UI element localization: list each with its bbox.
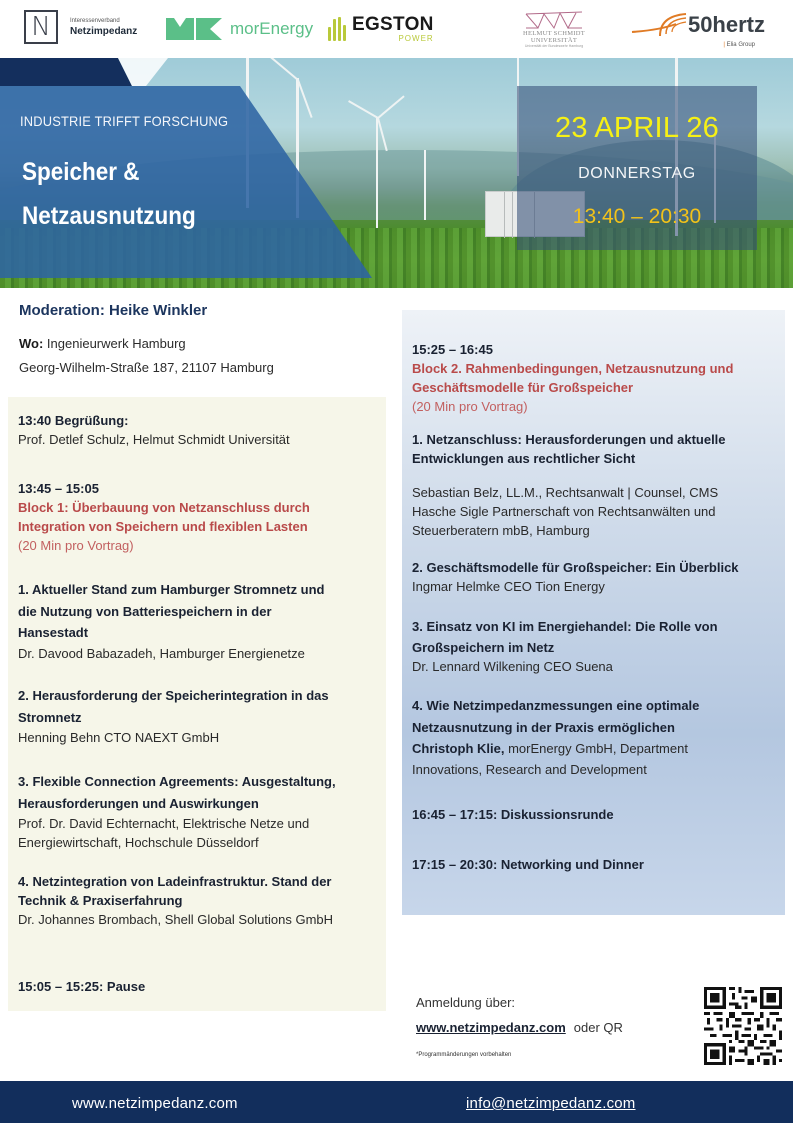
footer: [0, 1081, 793, 1123]
egston-sub: POWER: [398, 34, 434, 43]
egston-bars-icon: [328, 17, 346, 41]
registration-link-row: [416, 1020, 623, 1035]
hero-banner: [0, 58, 793, 288]
50hertz-name: 50hertz: [687, 12, 765, 37]
morenergy-logo: [166, 0, 313, 58]
welcome-item: [18, 411, 378, 449]
talk-title: Hansestadt: [18, 625, 89, 640]
talk-title: 3. Flexible Connection Agreements: Ausgestaltung,: [18, 774, 336, 789]
talk-title: 2. Geschäftsmodelle für Großspeicher: Ein Überblick: [412, 560, 739, 575]
event-date: 23 APRIL 26: [555, 112, 719, 144]
dark-corner-shape: [0, 58, 132, 86]
logo-strip: [0, 0, 793, 58]
block2-header: [412, 340, 782, 416]
egston-name: EGSTON: [352, 14, 434, 35]
talk-speaker-block: [412, 483, 782, 540]
talk-item: [412, 430, 782, 468]
footer-email-link[interactable]: info@netzimpedanz.com: [466, 1095, 636, 1112]
talk-title: Netzausnutzung in der Praxis ermöglichen: [412, 719, 675, 735]
50hertz-sub: Elia Group: [726, 42, 755, 48]
50hertz-swoosh-icon: [630, 10, 688, 40]
wind-turbine-icon: [376, 118, 378, 228]
event-weekday: DONNERSTAG: [578, 165, 696, 182]
block1-title-line1: Block 1: Überbauung von Netzanschluss durch: [18, 500, 310, 515]
talk-speaker: Dr. Davood Babazadeh, Hamburger Energienetze: [18, 645, 305, 661]
hsu-arch-icon: [524, 10, 584, 30]
block2-title-line1: Block 2. Rahmenbedingungen, Netzausnutzung und: [412, 361, 734, 376]
morenergy-wordmark: morEnergy: [230, 19, 314, 38]
networking-item: 17:15 – 20:30: Networking und Dinner: [412, 857, 644, 872]
50hertz-sub-bar: |: [723, 42, 725, 48]
talk-title: 3. Einsatz von KI im Energiehandel: Die Rolle von: [412, 619, 718, 634]
block1-note: (20 Min pro Vortrag): [18, 538, 134, 553]
talk-title: Technik & Praxiserfahrung: [18, 893, 183, 908]
welcome-speaker: Prof. Detlef Schulz, Helmut Schmidt Universität: [18, 432, 290, 447]
registration-or-qr: oder QR: [573, 1020, 623, 1035]
netzimpedanz-logo: [24, 10, 137, 44]
qr-code-icon[interactable]: [704, 985, 782, 1067]
talk-speaker-affiliation: morEnergy GmbH, Department: [504, 741, 688, 756]
hsu-line2: UNIVERSITÄT: [530, 37, 578, 44]
talk-item: [412, 558, 782, 596]
block2-time: 15:25 – 16:45: [412, 342, 493, 357]
footer-website-link[interactable]: www.netzimpedanz.com: [72, 1095, 238, 1112]
block2-note: (20 Min pro Vortrag): [412, 399, 528, 414]
welcome-time: 13:40 Begrüßung:: [18, 413, 129, 428]
hsu-line1: HELMUT SCHMIDT: [522, 29, 586, 37]
talk-item: [412, 616, 782, 676]
talk-title: 1. Netzanschluss: Herausforderungen und aktuelle: [412, 432, 726, 447]
talk-speaker: Innovations, Research and Development: [412, 762, 647, 777]
talk-title: Großspeichern im Netz: [412, 639, 555, 655]
talk-title: die Nutzung von Batteriespeichern in der: [18, 603, 272, 619]
talk-title: 1. Aktueller Stand zum Hamburger Stromnetz und: [18, 582, 325, 597]
netzimpedanz-logo-line2: Netzimpedanz: [70, 25, 138, 37]
talk-speaker: Steuerberatern mbB, Hamburg: [412, 523, 590, 538]
program-change-note: *Programmänderungen vorbehalten: [416, 1052, 512, 1058]
hsu-line3: Universität der Bundeswehr Hamburg: [524, 44, 584, 49]
block1-title-line2: Integration von Speichern und flexiblen Lasten: [18, 519, 308, 534]
talk-item: [18, 771, 378, 852]
block2-title-line2: Geschäftsmodelle für Großspeicher: [412, 380, 634, 395]
pause-item: 15:05 – 15:25: Pause: [18, 979, 146, 994]
talk-title: 2. Herausforderung der Speicherintegration in das: [18, 688, 329, 703]
registration-label: Anmeldung über:: [416, 995, 516, 1010]
hero-title-line1: Speicher &: [22, 158, 140, 186]
egston-logo: [328, 0, 434, 58]
talk-speaker: Dr. Lennard Wilkening CEO Suena: [412, 658, 613, 674]
venue-info: [19, 332, 274, 380]
date-box: [517, 86, 757, 250]
registration-link[interactable]: www.netzimpedanz.com: [416, 1020, 566, 1035]
talk-title: Entwicklungen aus rechtlicher Sicht: [412, 451, 636, 466]
netzimpedanz-mark-icon: N: [24, 10, 58, 44]
discussion-item: 16:45 – 17:15: Diskussionsrunde: [412, 807, 614, 822]
50hertz-logo: [620, 0, 765, 58]
talk-title: Herausforderungen und Auswirkungen: [18, 795, 259, 811]
venue-name: Ingenieurwerk Hamburg: [43, 336, 186, 351]
talk-speaker: Energiewirtschaft, Hochschule Düsseldorf: [18, 835, 259, 850]
mk-mark-icon: [166, 18, 222, 40]
event-time: 13:40 – 20:30: [572, 205, 702, 228]
venue-label: Wo:: [19, 336, 44, 351]
hsu-logo: [514, 0, 594, 58]
block1-header: [18, 479, 378, 555]
talk-title: Stromnetz: [18, 709, 82, 725]
talk-title: 4. Wie Netzimpedanzmessungen eine optimale: [412, 698, 700, 713]
talk-speaker: Dr. Johannes Brombach, Shell Global Solutions GmbH: [18, 912, 334, 927]
talk-item: [18, 685, 378, 747]
moderation-heading: Moderation: Heike Winkler: [19, 302, 208, 319]
program-block-2: [402, 310, 785, 915]
netzimpedanz-logo-line1: Interessenverband: [70, 17, 120, 24]
venue-address: Georg-Wilhelm-Straße 187, 21107 Hamburg: [19, 360, 274, 375]
talk-speaker: Henning Behn CTO NAEXT GmbH: [18, 730, 220, 745]
talk-item: [18, 872, 378, 929]
talk-speaker: Sebastian Belz, LL.M., Rechtsanwalt | Counsel, CMS: [412, 485, 719, 500]
hero-kicker: INDUSTRIE TRIFFT FORSCHUNG: [20, 113, 229, 129]
talk-speaker-name: Christoph Klie,: [412, 741, 505, 756]
talk-title: 4. Netzintegration von Ladeinfrastruktur. Stand der: [18, 874, 332, 889]
hero-title: [22, 150, 196, 238]
talk-speaker: Hasche Sigle Partnerschaft von Rechtsanwälten und: [412, 504, 716, 519]
block1-time: 13:45 – 15:05: [18, 481, 99, 496]
wind-turbine-icon: [424, 150, 426, 220]
talk-item: [18, 579, 378, 663]
talk-speaker: Prof. Dr. David Echternacht, Elektrische Netze und: [18, 816, 310, 831]
talk-item: [412, 695, 782, 780]
hero-title-line2: Netzausnutzung: [22, 202, 196, 230]
program-block-1: [8, 397, 386, 1011]
talk-speaker: Ingmar Helmke CEO Tion Energy: [412, 579, 605, 594]
